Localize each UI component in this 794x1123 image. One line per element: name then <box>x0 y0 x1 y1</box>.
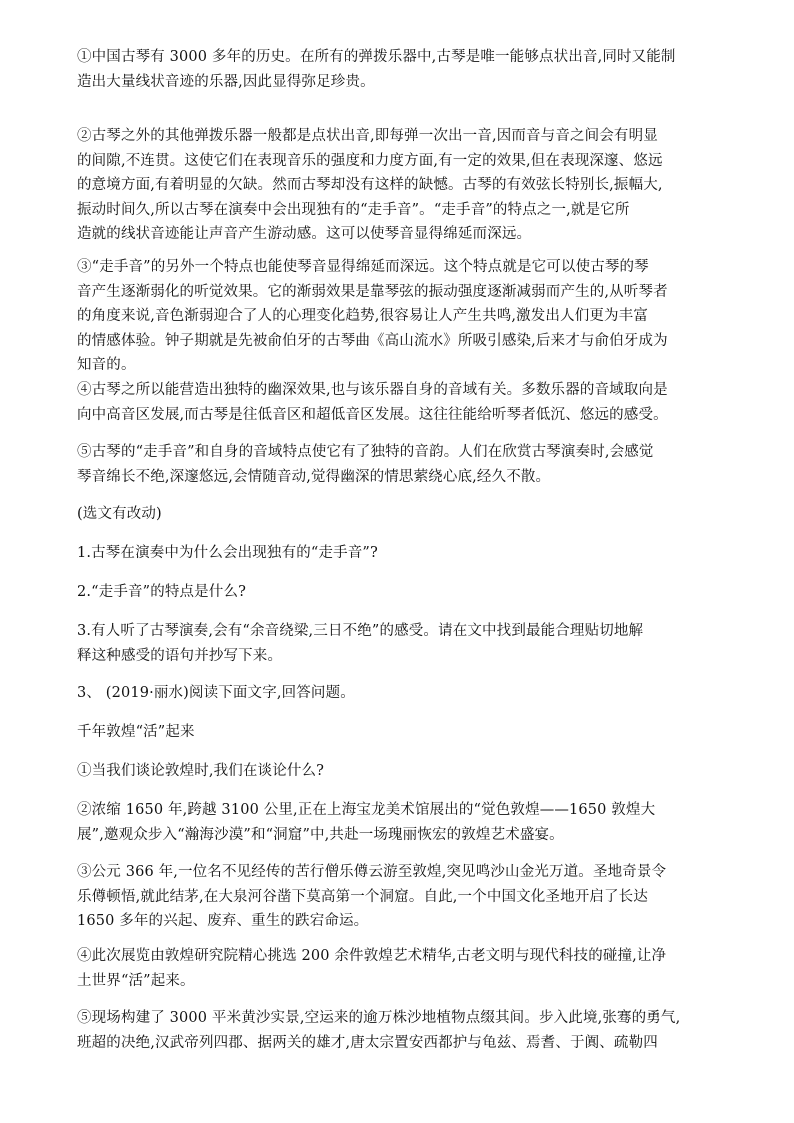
paragraph-2 <box>77 798 717 847</box>
question-2 <box>77 580 717 605</box>
paragraph-line: ③公元 366 年,一位名不见经传的苦行僧乐僔云游至敦煌,突见鸣沙山金光万道。圣地奇景令 <box>77 864 667 880</box>
paragraph-line: ②浓缩 1650 年,跨越 3100 公里,正在上海宝龙美术馆展出的“觉色敦煌——1650 敦煌大 <box>77 802 656 818</box>
paragraph-line: 知音的。 <box>77 357 136 373</box>
section-heading <box>77 681 717 706</box>
paragraph-line: 造出大量线状音迹的乐器,因此显得弥足珍贵。 <box>77 73 375 90</box>
section-heading-text: 3、 (2019·丽水)阅读下面文字,回答问题。 <box>77 685 355 701</box>
paragraph-line: ①当我们谈论敦煌时,我们在谈论什么? <box>77 763 325 779</box>
paragraph-line: ⑤古琴的“走手音”和自身的音域特点使它有了独特的音韵。人们在欣赏古琴演奏时,会感觉 <box>77 444 654 460</box>
paragraph-line: 班超的决绝,汉武帝列四郡、据两关的雄才,唐太宗置安西都护与龟兹、焉耆、于阗、疏勒四 <box>77 1034 658 1051</box>
source-note-text: (选文有改动) <box>77 506 162 522</box>
paragraph-line: 音产生逐渐弱化的听觉效果。它的渐弱效果是靠琴弦的振动强度逐渐减弱而产生的,从听琴者 <box>77 283 668 300</box>
question-line: 1.古琴在演奏中为什么会出现独有的“走手音”? <box>77 545 378 561</box>
paragraph-line: 的间隙,不连贯。这使它们在表现音乐的强度和力度方面,有一定的效果,但在表现深邃、悠远 <box>77 152 663 169</box>
paragraph-line: 1650 多年的兴起、废弃、重生的跌宕命运。 <box>77 913 369 929</box>
question-line: 释这种感受的语句并抄写下来。 <box>77 647 283 664</box>
paragraph-line: 土世界“活”起来。 <box>77 972 195 989</box>
paragraph-line: 振动时间久,所以古琴在演奏中会出现独有的“走手音”。“走手音”的特点之一,就是它所 <box>77 201 630 218</box>
paragraph-line: ④此次展览由敦煌研究院精心挑选 200 余件敦煌艺术精华,古老文明与现代科技的碰撞,让净 <box>77 948 667 964</box>
paragraph-line: 造就的线状音迹能让声音产生游动感。这可以使琴音显得绵延而深远。 <box>77 226 532 242</box>
paragraph-line: ⑤现场构建了 3000 平米黄沙实景,空运来的逾万株沙地植物点缀其间。步入此境,张骞的勇气, <box>77 1010 681 1026</box>
paragraph-1 <box>77 45 717 94</box>
paragraph-line: 的意境方面,有着明显的欠缺。然而古琴却没有这样的缺憾。古琴的有效弦长特别长,振幅大, <box>77 177 663 193</box>
paragraph-line: ③“走手音”的另外一个特点也能使琴音显得绵延而深远。这个特点就是它可以使古琴的琴 <box>77 259 649 275</box>
paragraph-4 <box>77 378 717 427</box>
question-line: 3.有人听了古琴演奏,会有“余音绕梁,三日不绝”的感受。请在文中找到最能合理贴切地解 <box>77 623 644 639</box>
paragraph-line: ④古琴之所以能营造出独特的幽深效果,也与该乐器自身的音域有关。多数乐器的音域取向是 <box>77 382 668 398</box>
paragraph-4 <box>77 944 717 993</box>
paragraph-line: ②古琴之外的其他弹拨乐器一般都是点状出音,即每弹一次出一音,因而音与音之间会有明显 <box>77 128 658 144</box>
article-title <box>77 720 717 745</box>
paragraph-line: 的角度来说,音色渐弱迎合了人的心理变化趋势,很容易让人产生共鸣,激发出人们更为丰富 <box>77 308 648 324</box>
paragraph-line: 的情感体验。钟子期就是先被俞伯牙的古琴曲《高山流水》所吸引感染,后来才与俞伯牙成为 <box>77 332 668 349</box>
paragraph-line: ①中国古琴有 3000 多年的历史。在所有的弹拨乐器中,古琴是唯一能够点状出音,同时又能制 <box>77 49 676 65</box>
question-3 <box>77 619 717 668</box>
paragraph-5 <box>77 440 717 489</box>
question-line: 2.“走手音”的特点是什么? <box>77 584 247 600</box>
paragraph-3 <box>77 255 717 378</box>
paragraph-line: 向中高音区发展,而古琴是往低音区和超低音区发展。这往往能给听琴者低沉、悠远的感受。 <box>77 406 668 423</box>
paragraph-line: 展”,邀观众步入“瀚海沙漠”和“洞窟”中,共赴一场瑰丽恢宏的敦煌艺术盛宴。 <box>77 826 564 843</box>
paragraph-line: 琴音绵长不绝,深邃悠远,会情随音动,觉得幽深的情思萦绕心底,经久不散。 <box>77 468 551 485</box>
paragraph-1 <box>77 759 717 784</box>
paragraph-2 <box>77 124 717 247</box>
paragraph-5 <box>77 1006 717 1055</box>
source-note <box>77 502 717 527</box>
paragraph-line: 乐僔顿悟,就此结茅,在大泉河谷凿下莫高第一个洞窟。自此,一个中国文化圣地开启了长达 <box>77 888 648 905</box>
question-1 <box>77 541 717 566</box>
article-title-text: 千年敦煌“活”起来 <box>77 724 195 740</box>
paragraph-3 <box>77 860 717 934</box>
